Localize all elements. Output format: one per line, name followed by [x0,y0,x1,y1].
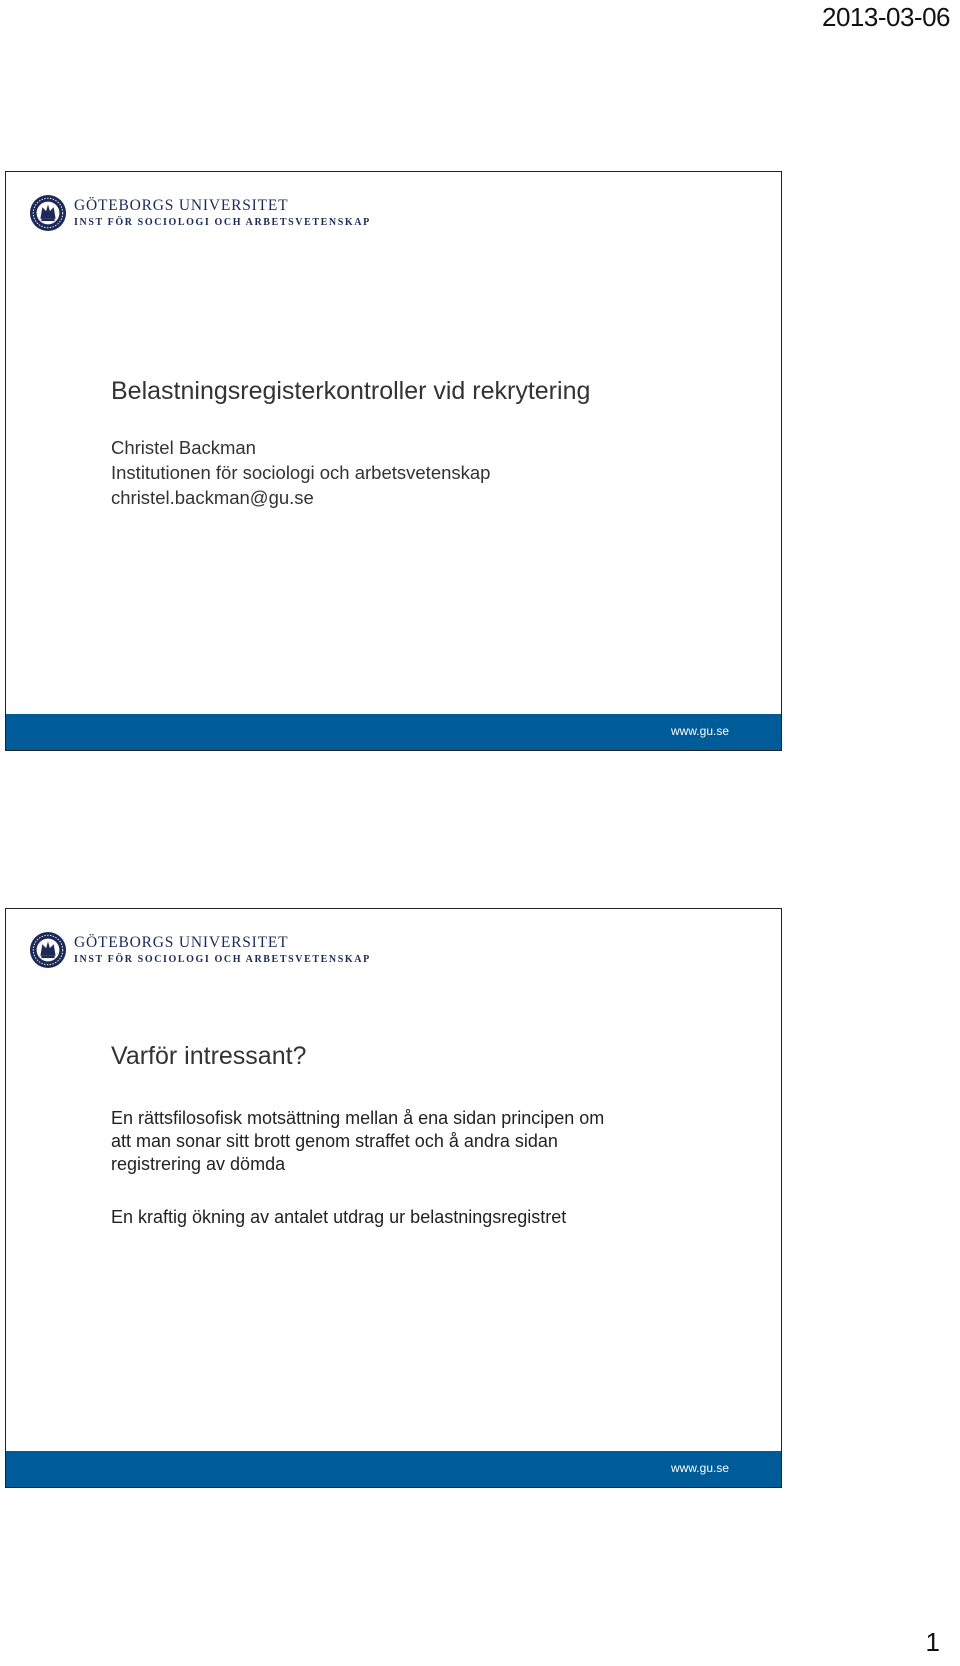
slide-1 [5,171,782,751]
slide-title: Belastningsregisterkontroller vid rekrytering [111,377,591,405]
body-line: att man sonar sitt brott genom straffet och å andra sidan [111,1131,558,1151]
slide-title: Varför intressant? [111,1042,307,1070]
author-name: Christel Backman [111,437,256,458]
university-name: GÖTEBORGS UNIVERSITET [74,934,289,952]
page-number: 1 [925,1627,940,1657]
slide-2 [5,908,782,1488]
author-email: christel.backman@gu.se [111,487,314,508]
university-logo [29,931,371,969]
university-seal-icon [29,931,67,969]
body-paragraph-1 [111,1107,671,1176]
department-name: INST FÖR SOCIOLOGI OCH ARBETSVETENSKAP [74,953,371,965]
body-line: En rättsfilosofisk motsättning mellan å ena sidan principen om [111,1108,605,1128]
footer-url: www.gu.se [670,724,729,738]
author-block [111,435,490,510]
body-line: registrering av dömda [111,1154,286,1174]
footer-bar [6,1451,781,1487]
author-department: Institutionen för sociologi och arbetsvetenskap [111,462,491,483]
department-name: INST FÖR SOCIOLOGI OCH ARBETSVETENSKAP [74,216,371,228]
page-date: 2013-03-06 [822,2,950,32]
slide-body [111,1107,671,1259]
university-seal-icon [29,194,67,232]
university-name: GÖTEBORGS UNIVERSITET [74,197,289,215]
footer-bar [6,714,781,750]
footer-url: www.gu.se [670,1461,729,1475]
university-logo [29,194,371,232]
body-paragraph-2: En kraftig ökning av antalet utdrag ur belastningsregistret [111,1207,567,1227]
